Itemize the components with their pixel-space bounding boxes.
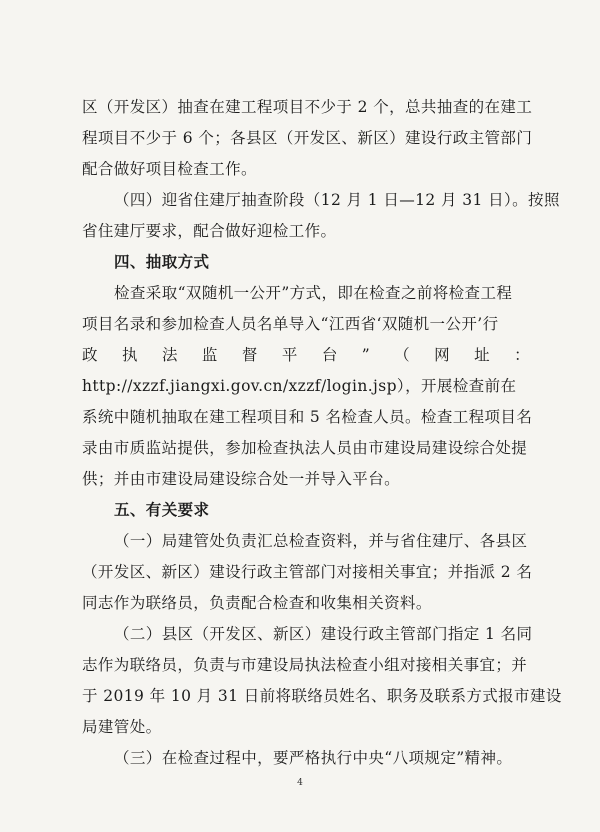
paragraph-line: 程项目不少于 6 个；各县区（开发区、新区）建设行政主管部门 <box>82 129 533 147</box>
paragraph-line: 检查采取“双随机一公开”方式，即在检查之前将检查工程 <box>114 284 513 302</box>
text-fragment: （ <box>394 346 411 364</box>
text-fragment: 址 <box>474 346 491 364</box>
text-fragment: 执 <box>121 346 138 364</box>
paragraph-line: （二）县区（开发区、新区）建设行政主管部门指定 1 名同 <box>114 625 533 643</box>
paragraph-line: 配合做好项目检查工作。 <box>82 160 257 178</box>
text-fragment: 台 <box>321 346 338 364</box>
paragraph-line: （一）局建管处负责汇总检查资料，并与省住建厅、各县区 <box>114 532 528 550</box>
paragraph-line: 录由市质监站提供，参加检查执法人员由市建设局建设综合处提 <box>82 439 528 457</box>
text-fragment: 政 <box>82 346 98 364</box>
document-body <box>82 92 562 774</box>
text-fragment: ： <box>514 346 530 364</box>
section-heading-4: 四、抽取方式 <box>114 253 210 271</box>
text-fragment: ” <box>361 346 371 364</box>
url-line: http://xzzf.jiangxi.gov.cn/xzzf/login.jsp），开展检查前在 <box>82 377 517 395</box>
paragraph-line: （三）在检查过程中，要严格执行中央“八项规定”精神。 <box>114 749 513 767</box>
text-fragment: 督 <box>241 346 258 364</box>
platform-name-line <box>82 340 530 371</box>
paragraph-line: 同志作为联络员，负责配合检查和收集相关资料。 <box>82 594 432 612</box>
text-fragment: 监 <box>201 346 218 364</box>
paragraph-line: 供；并由市建设局建设综合处一并导入平台。 <box>82 470 401 488</box>
text-fragment: 平 <box>281 346 298 364</box>
paragraph-line: 志作为联络员，负责与市建设局执法检查小组对接相关事宜；并 <box>82 656 528 674</box>
paragraph-line: （开发区、新区）建设行政主管部门对接相关事宜；并指派 2 名 <box>82 563 533 581</box>
paragraph-line: 系统中随机抽取在建工程项目和 5 名检查人员。检查工程项目名 <box>82 408 533 426</box>
text-fragment: 网 <box>434 346 451 364</box>
paragraph-line: （四）迎省住建厅抽查阶段（12 月 1 日—12 月 31 日）。按照 <box>114 191 560 209</box>
paragraph-line: 项目名录和参加检查人员名单导入“江西省‘双随机一公开’行 <box>82 315 499 333</box>
page-number: 4 <box>297 778 303 788</box>
paragraph-line: 于 2019 年 10 月 31 日前将联络员姓名、职务及联系方式报市建设 <box>82 687 562 705</box>
text-fragment: 法 <box>161 346 178 364</box>
section-heading-5: 五、有关要求 <box>114 501 210 519</box>
paragraph-line: 省住建厅要求，配合做好迎检工作。 <box>82 222 337 240</box>
paragraph-line: 区（开发区）抽查在建工程项目不少于 2 个，总共抽查的在建工 <box>82 98 533 116</box>
paragraph-line: 局建管处。 <box>82 718 162 736</box>
